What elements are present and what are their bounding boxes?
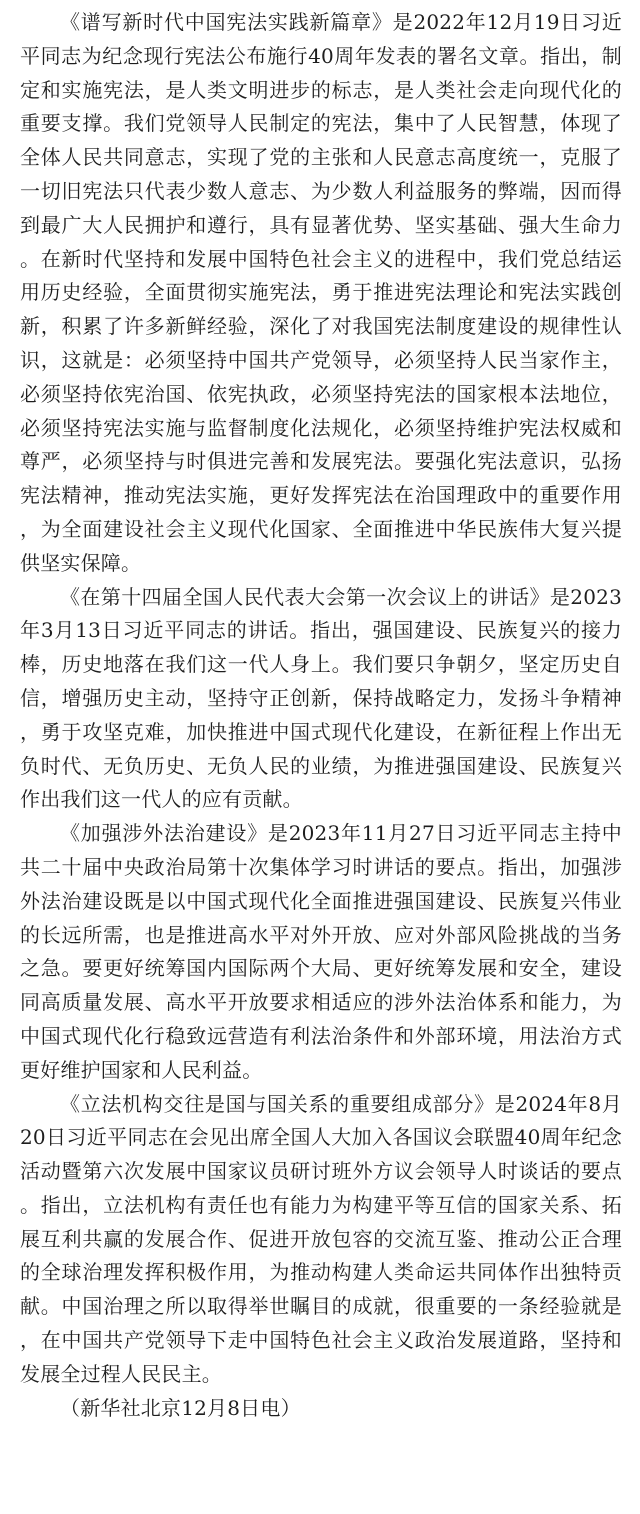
- dateline: （新华社北京12月8日电）: [60, 1395, 301, 1420]
- paragraph-npc-speech: 《在第十四届全国人民代表大会第一次会议上的讲话》是2023年3月13日习近平同志的讲话。指出，强国建设、民族复兴的接力棒，历史地落在我们这一代人身上。我们要只争朝夕，坚定历史自信，增强历史主动，坚持守正创新，保持战略定力，发扬斗争精神，勇于攻坚克难，加快推进中国式现代化建设，在新征程上作出无负时代、无负历史、无负人民的业绩，为推进强国建设、民族复兴作出我们这一代人的应有贡献。: [20, 584, 622, 812]
- paragraph-legislative-exchanges: 《立法机构交往是国与国关系的重要组成部分》是2024年8月20日习近平同志在会见出席全国人大加入各国议会联盟40周年纪念活动暨第六次发展中国家议员研讨班外方议会领导人时谈话的要点。指出，立法机构有责任也有能力为构建平等互信的国家关系、拓展互利共赢的发展合作、促进开放包容的交流互鉴、推动公正合理的全球治理发挥积极作用，为推动构建人类命运共同体作出独特贡献。中国治理之所以取得举世瞩目的成就，很重要的一条经验就是，在中国共产党领导下走中国特色社会主义政治发展道路，坚持和发展全过程人民民主。: [20, 1091, 622, 1386]
- paragraph-foreign-rule-of-law: 《加强涉外法治建设》是2023年11月27日习近平同志主持中共二十届中央政治局第十次集体学习时讲话的要点。指出，加强涉外法治建设既是以中国式现代化全面推进强国建设、民族复兴伟业的长远所需，也是推进高水平对外开放、应对外部风险挑战的当务之急。要更好统筹国内国际两个大局、更好统筹发展和安全，建设同高质量发展、高水平开放要求相适应的涉外法治体系和能力，为中国式现代化行稳致远营造有利法治条件和外部环境，用法治方式更好维护国家和人民利益。: [20, 821, 622, 1082]
- paragraph-constitution-article: 《谱写新时代中国宪法实践新篇章》是2022年12月19日习近平同志为纪念现行宪法公布施行40周年发表的署名文章。指出，制定和实施宪法，是人类文明进步的标志，是人类社会走向现代化的重要支撑。我们党领导人民制定的宪法，集中了人民智慧，体现了全体人民共同意志，实现了党的主张和人民意志高度统一，克服了一切旧宪法只代表少数人意志、为少数人利益服务的弊端，因而得到最广大人民拥护和遵行，具有显著优势、坚实基础、强大生命力。在新时代坚持和发展中国特色社会主义的进程中，我们党总结运用历史经验，全面贯彻实施宪法，勇于推进宪法理论和宪法实践创新，积累了许多新鲜经验，深化了对我国宪法制度建设的规律性认识，这就是：必须坚持中国共产党领导，必须坚持人民当家作主，必须坚持依宪治国、依宪执政，必须坚持宪法的国家根本法地位，必须坚持宪法实施与监督制度化法规化，必须坚持维护宪法权威和尊严，必须坚持与时俱进完善和发展宪法。要强化宪法意识，弘扬宪法精神，推动宪法实施，更好发挥宪法在治国理政中的重要作用，为全面建设社会主义现代化国家、全面推进中华民族伟大复兴提供坚实保障。: [20, 10, 622, 575]
- article-body: [20, 6, 622, 1425]
